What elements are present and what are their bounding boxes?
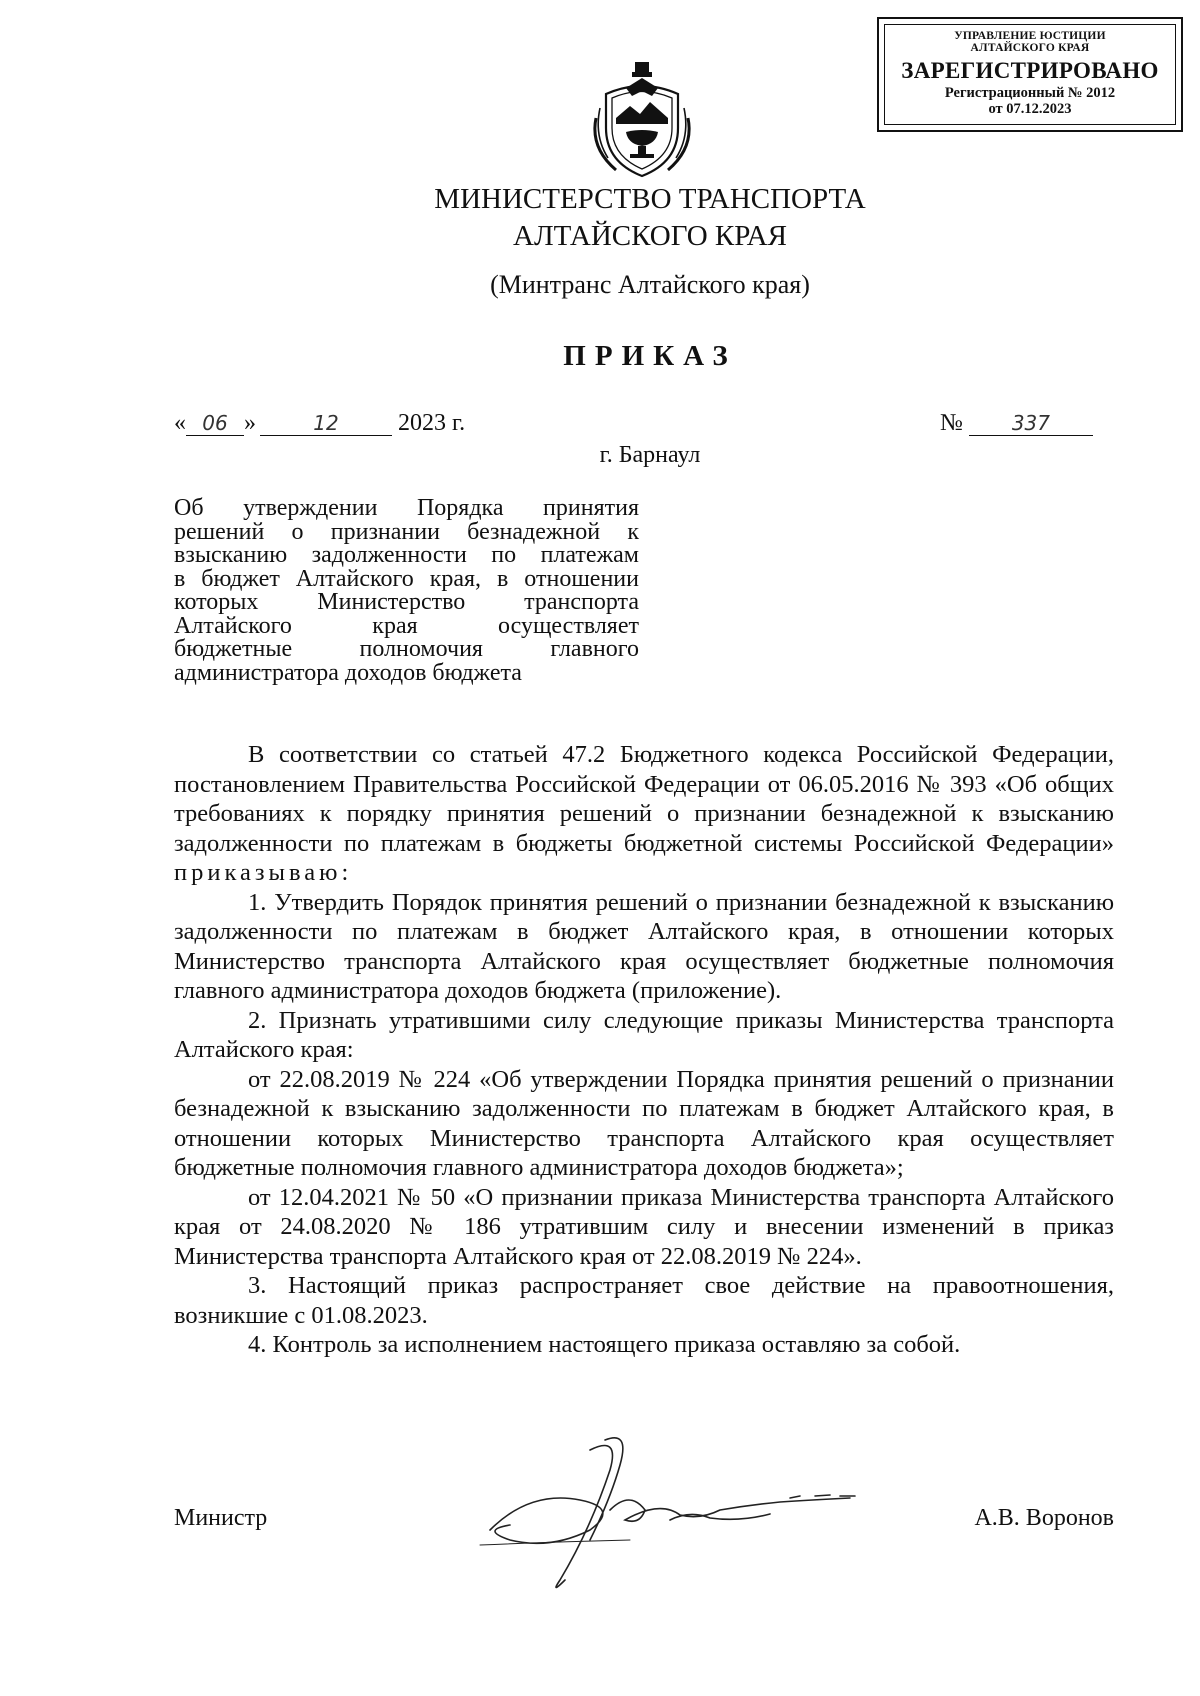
date-month: 12 <box>260 411 392 436</box>
item-1: 1. Утвердить Порядок принятия решений о признании безнадежной к взысканию задолженности по платежам в бюджет Алтайского края, в отношении которых Министерство транспорта Алтайского края осуществляет бюджетные полномочия главного администратора доходов бюджета (приложение). <box>174 888 1114 1004</box>
date-open-quote: « <box>174 410 186 436</box>
ministry-title <box>160 181 1140 255</box>
number-prefix: № <box>940 410 963 436</box>
stamp-status: ЗАРЕГИСТРИРОВАНО <box>901 58 1159 83</box>
subject-line: бюджетные полномочия главного <box>174 636 639 662</box>
document-type: ПРИКАЗ <box>563 340 737 372</box>
altai-coat-of-arms-icon <box>586 58 698 182</box>
item-3: 3. Настоящий приказ распространяет свое действие на правоотношения, возникшие с 01.08.2023. <box>174 1272 1114 1329</box>
subject-line: которых Министерство транспорта <box>174 589 639 615</box>
subject-line: решений о признании безнадежной к <box>174 518 639 545</box>
preamble-paragraph <box>174 740 1114 888</box>
date-day: 06 <box>186 411 244 436</box>
order-subject <box>174 497 639 685</box>
item-2a: от 22.08.2019 № 224 «Об утверждении Порядка принятия решений о признании безнадежной к взысканию задолженности по платежам в бюджет Алтайского края, в отношении которых Министерство транспорта Алтайского края осуществляет бюджетные полномочия главного администратора доходов бюджета»; <box>174 1065 1114 1181</box>
item-2b: от 12.04.2021 № 50 «О признании приказа Министерства транспорта Алтайского края от 24.08.2020 № 186 утратившим силу и внесении изменений в приказ Министерства транспорта Алтайского края от 22.08.2019 № 224». <box>174 1183 1114 1270</box>
preamble-text: В соответствии со статьей 47.2 Бюджетного кодекса Российской Федерации, постановлением Правительства Российской Федерации от 06.05.2016 № 393 «Об общих требованиях к порядку принятия решений о признании безнадежной к взысканию задолженности по платежам в бюджеты бюджетной системы Российской Федерации» <box>174 741 1114 857</box>
stamp-inner-frame <box>884 24 1176 125</box>
number-value: 337 <box>969 411 1093 436</box>
date-close-quote: » <box>244 410 256 436</box>
ministry-line1: МИНИСТЕРСТВО ТРАНСПОРТА <box>434 183 866 215</box>
date-year: 2023 г. <box>398 410 466 436</box>
stamp-line1: УПРАВЛЕНИЕ ЮСТИЦИИ <box>954 30 1106 42</box>
registration-stamp <box>877 17 1183 132</box>
stamp-reg-date: от 07.12.2023 <box>988 101 1072 117</box>
subject-line: администратора доходов бюджета <box>174 659 522 686</box>
order-body <box>174 740 1114 1360</box>
item-2: 2. Признать утратившими силу следующие приказы Министерства транспорта Алтайского края: <box>174 1006 1114 1063</box>
order-date <box>174 410 465 437</box>
signatory-name: А.В. Воронов <box>974 1505 1114 1531</box>
stamp-line2: АЛТАЙСКОГО КРАЯ <box>970 42 1090 54</box>
signatory-position: Министр <box>174 1505 268 1531</box>
subject-line: в бюджет Алтайского края, в отношении <box>174 565 639 592</box>
handwritten-signature <box>470 1430 900 1600</box>
order-number <box>940 410 1093 437</box>
stamp-reg-number: Регистрационный № 2012 <box>944 85 1116 101</box>
subject-line: Алтайского края осуществляет <box>174 612 639 639</box>
order-city: г. Барнаул <box>599 442 701 468</box>
item-4: 4. Контроль за исполнением настоящего приказа оставляю за собой. <box>248 1331 961 1358</box>
subject-line: Об утверждении Порядка принятия <box>174 495 639 521</box>
subject-line: взысканию задолженности по платежам <box>174 542 639 568</box>
order-word: приказываю: <box>174 859 353 886</box>
ministry-line2: АЛТАЙСКОГО КРАЯ <box>513 220 787 252</box>
ministry-short-name: (Минтранс Алтайского края) <box>490 270 810 299</box>
